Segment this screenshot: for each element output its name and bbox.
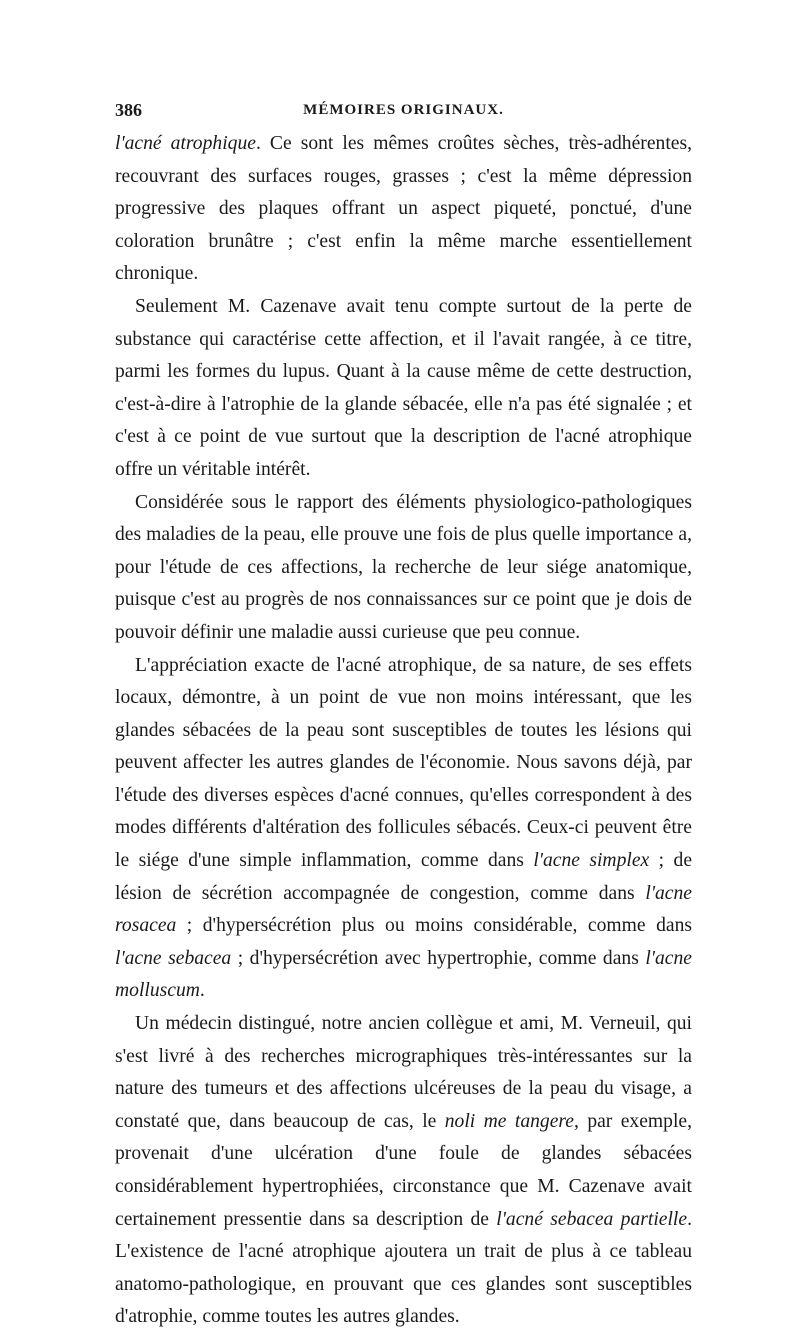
paragraph-text: ; d'hypersécrétion avec hypertrophie, comme dans [231,947,646,969]
paragraph-1 [115,128,692,291]
paragraph-text: , par exemple, provenait d'une ulcération d'une foule de glandes sébacées considérablement hypertrophiées, circonstance que M. Cazenave avait certainement pressentie dans sa description de [115,1110,693,1230]
paragraph-2: Seulement M. Cazenave avait tenu compte surtout de la perte de substance qui caractérise cette affection, et il l'avait rangée, à ce titre, parmi les formes du lupus. Quant à la cause même de cette destruction, c'est-à-dire à l'atrophie de la glande sébacée, elle n'a pas été signalée ; et c'est à ce point de vue surtout que la description de l'acné atrophique offre un véritable intérêt. [115,295,692,480]
italic-term: l'acné atrophique [115,133,256,154]
italic-term: l'acne rosacea [115,882,692,937]
italic-term: l'acne simplex [533,850,650,872]
paragraph-text: . L'existence de l'acné atrophique ajoutera un trait de plus à ce tableau anatomo-pathologique, en prouvant que ces glandes sont susceptibles d'atrophie, comme toutes les autres glandes. [115,1208,692,1328]
paragraph-text: ; de lésion de sécrétion accompagnée de congestion, comme dans [115,850,693,904]
paragraph-text: Un médecin distingué, notre ancien collègue et ami, M. Verneuil, qui s'est livré à des recherches micrographiques très-intéressantes sur la nature des tumeurs et des affections ulcéreuses de la peau du visage, a constaté que, dans beaucoup de cas, le [115,1013,692,1132]
body-text [115,128,692,1334]
paragraph-4 [115,650,692,1009]
running-head: MÉMOIRES ORIGINAUX. [303,102,504,118]
paragraph-text: L'appréciation exacte de l'acné atrophique, de sa nature, de ses effets locaux, démontre, à un point de vue non moins intéressant, que les glandes sébacées de la peau sont susceptibles de toutes les lésions qui peuvent affecter les autres glandes de l'économie. Nous savons déjà, par l'étude des diverses espèces d'acné connues, qu'elles correspondent à des modes différents d'altération des follicules sébacés. Ceux-ci peuvent être le siége d'une simple inflammation, comme dans [115,654,692,872]
italic-term: l'acne sebacea [115,947,232,969]
italic-term: l'acné sebacea partielle [496,1208,688,1230]
paragraph-text: ; d'hypersécrétion plus ou moins considérable, comme dans [176,915,692,937]
paragraph-text: . Ce sont les mêmes croûtes sèches, très-adhérentes, recouvrant des surfaces rouges, grasses ; c'est la même dépression progressive des plaques offrant un aspect piqueté, ponctué, d'une coloration brunâtre ; c'est enfin la même marche essentiellement chronique. [115,133,692,285]
italic-term: l'acne molluscum [115,947,692,1002]
paragraph-5 [115,1008,692,1334]
paragraph-text: . [199,980,205,1002]
italic-term: noli me tangere [444,1110,575,1132]
page-header [115,100,692,124]
page-number: 386 [115,100,142,120]
paragraph-3: Considérée sous le rapport des éléments physiologico-pathologiques des maladies de la peau, elle prouve une fois de plus quelle importance a, pour l'étude de ces affections, la recherche de leur siége anatomique, puisque c'est au progrès de nos connaissances sur ce point que je dois de pouvoir définir une maladie aussi curieuse que peu connue. [115,491,692,643]
